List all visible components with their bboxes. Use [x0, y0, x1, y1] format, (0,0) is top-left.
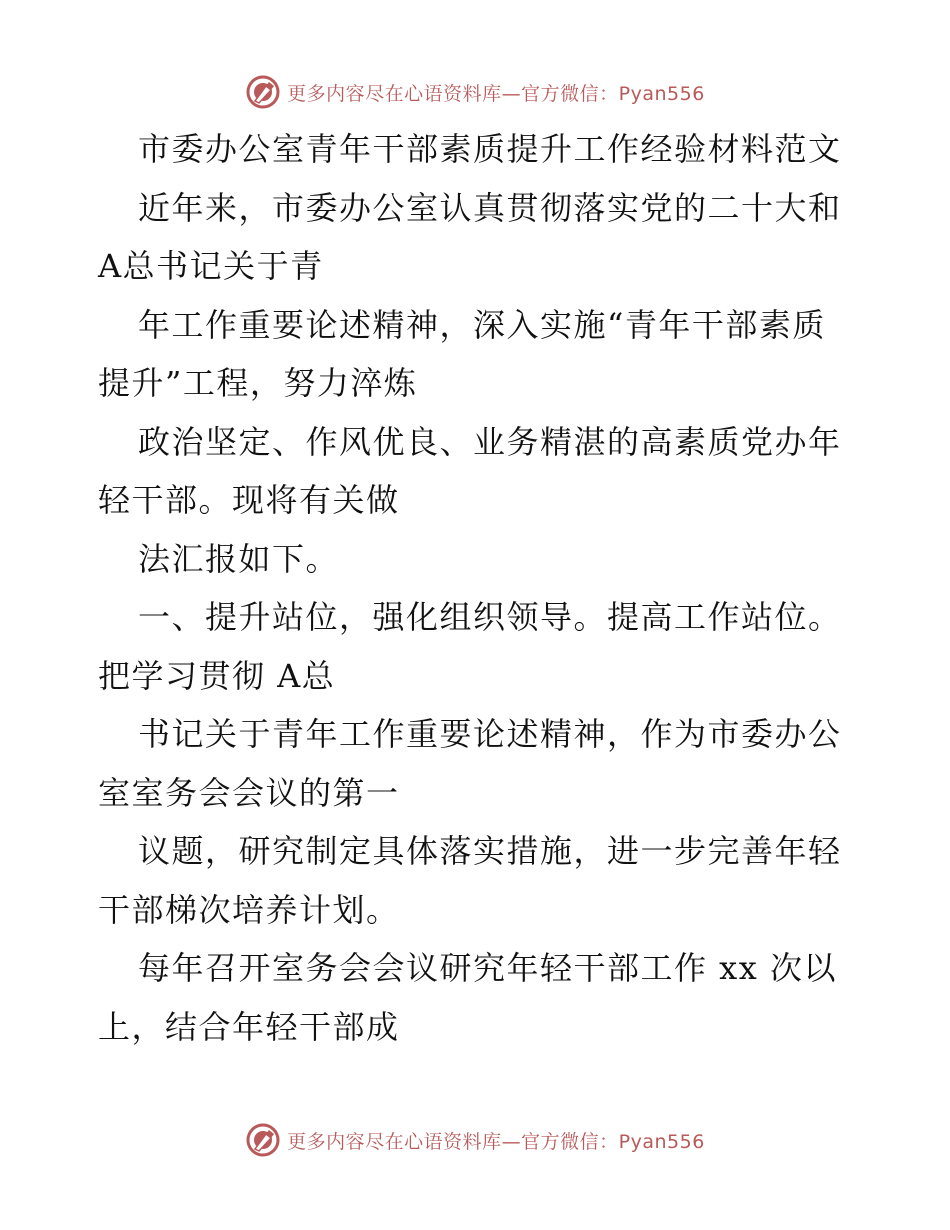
header-banner: [0, 72, 950, 112]
document-line: 干部梯次培养计划。: [98, 890, 400, 929]
document-line: 提升”工程，努力淬炼: [98, 364, 418, 402]
pen-nib-logo-icon: [245, 74, 281, 110]
document-line: 近年来，市委办公室认真贯彻落实党的二十大和: [138, 188, 842, 227]
document-body: [98, 120, 858, 1056]
document-line: 轻干部。现将有关做: [98, 481, 400, 519]
footer-banner: [0, 1120, 950, 1160]
document-line: 书记关于青年工作重要论述精神，作为市委办公: [138, 715, 842, 753]
banner-text: 更多内容尽在心语资料库—官方微信：Pyan556: [287, 82, 705, 105]
document-line: 法汇报如下。: [138, 539, 340, 578]
document-line: 一、提升站位，强化组织领导。提高工作站位。: [138, 598, 842, 636]
document-line: 议题，研究制定具体落实措施，进一步完善年轻: [138, 832, 842, 870]
document-title: 市委办公室青年干部素质提升工作经验材料范文: [138, 130, 842, 168]
document-line: 室室务会会议的第一: [98, 773, 400, 812]
document-line: A总书记关于青: [98, 247, 324, 285]
banner-text: 更多内容尽在心语资料库—官方微信：Pyan556: [287, 1130, 705, 1153]
document-line: 每年召开室务会会议研究年轻干部工作 xx 次以: [138, 949, 837, 987]
document-line: 政治坚定、作风优良、业务精湛的高素质党办年: [138, 422, 842, 461]
document-line: 把学习贯彻 A总: [98, 656, 336, 695]
pen-nib-logo-icon: [245, 1122, 281, 1158]
document-paragraphs: [98, 179, 858, 1057]
document-line: 上，结合年轻干部成: [98, 1007, 400, 1046]
document-line: 年工作重要论述精神，深入实施“青年干部素质: [138, 305, 826, 344]
